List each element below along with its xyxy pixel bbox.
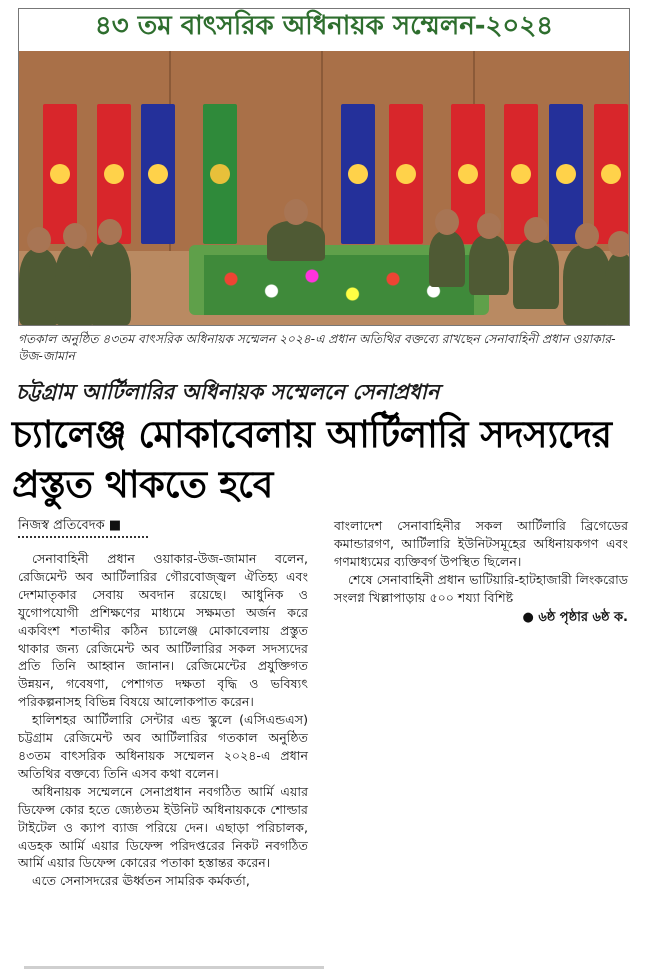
officer: [513, 239, 559, 309]
paragraph: বাংলাদেশ সেনাবাহিনীর সকল আর্টিলারি ব্রিগেডের কমান্ডারগণ, আর্টিলারি ইউনিটসমূহের অধিনায়কগণ এবং গণমাধ্যমের ব্যক্তিবর্গ উপস্থিত ছিলেন।: [334, 518, 628, 569]
flag: [389, 104, 423, 244]
paragraph: শেষে সেনাবাহিনী প্রধান ভাটিয়ারি-হাটহাজারী লিংকরোড সংলগ্ন খিল্লাপাড়ায় ৫০০ শয্যা বিশিষ্ট: [334, 571, 628, 605]
flag: [341, 104, 375, 244]
officer: [89, 241, 131, 325]
flag: [203, 104, 237, 244]
officer: [605, 253, 630, 325]
article-column-right: [334, 517, 628, 626]
kicker: চট্টগ্রাম আর্টিলারির অধিনায়ক সম্মেলনে সেনাপ্রধান: [16, 380, 440, 404]
flag: [594, 104, 628, 244]
officer: [19, 249, 59, 325]
continued-on-page: ● ৬ষ্ঠ পৃষ্ঠার ৬ষ্ঠ ক.: [522, 609, 628, 625]
paragraph: এতে সেনাসদরের ঊর্ধ্বতন সামরিক কর্মকর্তা,: [32, 873, 250, 889]
byline: নিজস্ব প্রতিবেদক ■: [18, 518, 122, 533]
paragraph: হালিশহর আর্টিলারি সেন্টার এন্ড স্কুলে (এসিএন্ডএস) চট্টগ্রাম রেজিমেন্ট অব আর্টিলারির গতকাল অনুষ্ঠিত ৪৩তম বাৎসরিক অধিনায়ক সম্মেলন ২০২৪-এ প্রধান অতিথির বক্তব্যে তিনি এসব কথা বলেন।: [18, 712, 308, 781]
byline-divider: [18, 536, 148, 538]
headline: চ্যালেঞ্জ মোকাবেলায় আর্টিলারি সদস্যদের প্রস্তুত থাকতে হবে: [12, 413, 612, 506]
flag: [141, 104, 175, 244]
flag: [549, 104, 583, 244]
news-photo: [18, 8, 630, 326]
officer: [469, 235, 509, 295]
officer: [563, 245, 611, 325]
officer: [429, 231, 465, 287]
article-column-left: [18, 550, 308, 958]
paragraph: অধিনায়ক সম্মেলনে সেনাপ্রধান নবগঠিত আর্মি এয়ার ডিফেন্স কোর হতে জ্যেষ্ঠতম ইউনিট অধিনায়ককে শোল্ডার টাইটেল ও ক্যাপ ব্যাজ পরিয়ে দেন। এছাড়া পরিচালক, এডহক আর্মি এয়ার ডিফেন্স পরিদপ্তরের নিকট নবগঠিত আর্মি এয়ার ডিফেন্স কোরের পতাকা হস্তান্তর করেন।: [18, 783, 308, 871]
paragraph: সেনাবাহিনী প্রধান ওয়াকার-উজ-জামান বলেন, রেজিমেন্ট অব আর্টিলারির গৌরবোজ্জ্বল ঐতিহ্য এবং দেশমাতৃকার সেবায় অবদান রয়েছে। আধুনিক ও যুগোপযোগী প্রশিক্ষণের মাধ্যমে সক্ষমতা অর্জন করে একবিংশ শতাব্দীর কঠিন চ্যালেঞ্জ মোকাবেলায় প্রস্তুত থাকার জন্য রেজিমেন্ট অব আর্টিলারির সকল সদস্যদের প্রতি তিনি আহ্বান জানান। রেজিমেন্টের প্রযুক্তিগত উন্নয়ন, গবেষণা, পেশাগত দক্ষতা বৃদ্ধি ও ভবিষ্যৎ পরিকল্পনাসহ বিভিন্ন বিষয়ে আলোকপাত করেন।: [18, 551, 308, 710]
column-rule: [24, 966, 324, 969]
photo-banner: ৪৩ তম বাৎসরিক অধিনায়ক সম্মেলন-২০২৪: [19, 9, 629, 51]
photo-caption: গতকাল অনুষ্ঠিত ৪৩তম বাৎসরিক অধিনায়ক সম্মেলন ২০২৪-এ প্রধান অতিথির বক্তব্যে রাখছেন সেনাবাহিনী প্রধান ওয়াকার-উজ-জামান: [18, 332, 616, 363]
officer: [267, 221, 325, 261]
